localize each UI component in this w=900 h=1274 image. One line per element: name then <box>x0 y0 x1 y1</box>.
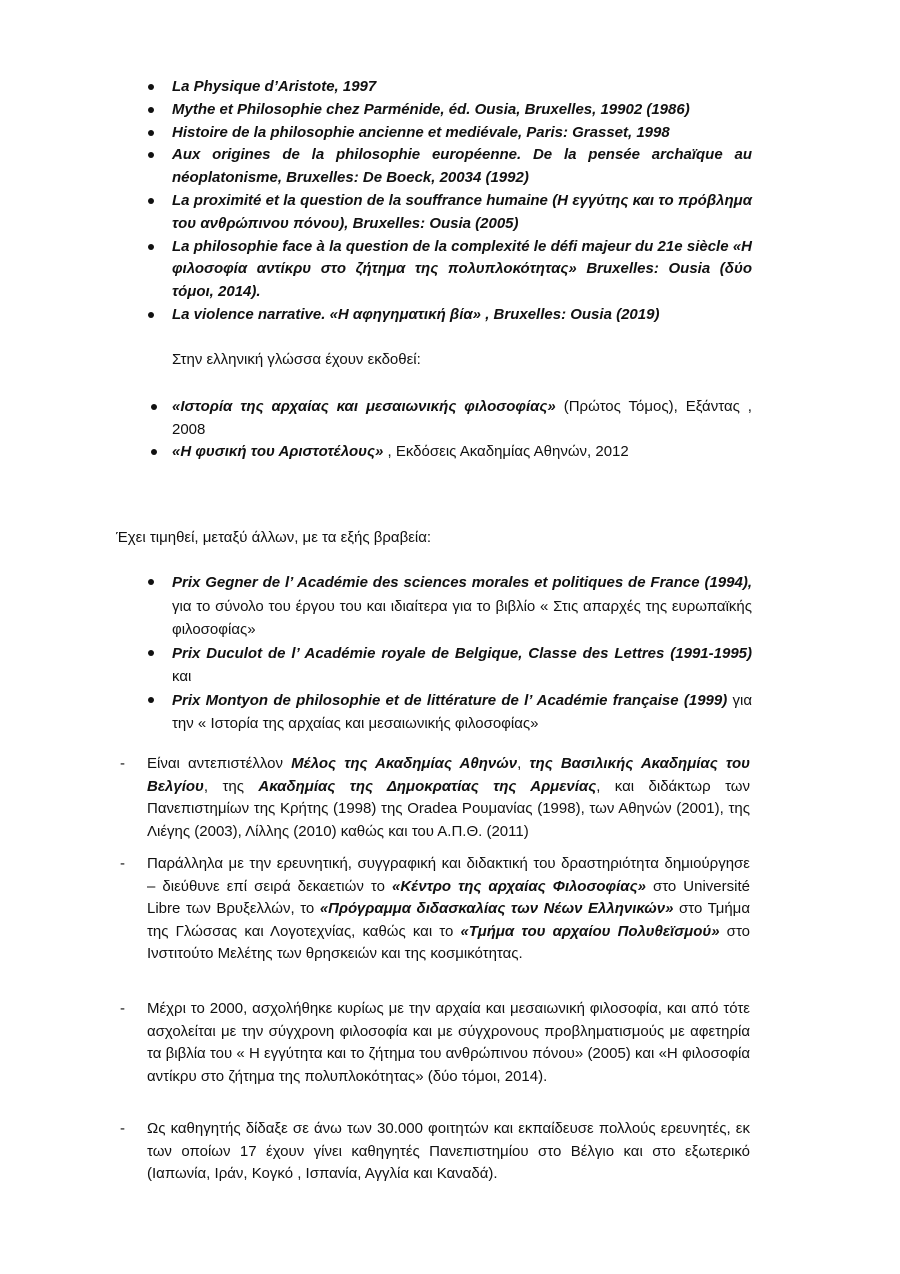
award-name: Prix Montyon de philosophie et de littérature de l’ Académie française (1999) <box>172 691 728 709</box>
bullet-icon <box>151 449 157 455</box>
list-item <box>172 441 752 464</box>
dash-marker: - <box>120 755 125 772</box>
list-item <box>172 76 752 99</box>
dash-marker: - <box>120 1120 125 1137</box>
greek-publication-title: «Η φυσική του Αριστοτέλους» <box>172 443 384 460</box>
text-segment-emphasis: «Κέντρο της αρχαίας Φιλοσοφίας» <box>392 877 646 895</box>
greek-publication-title: «Ιστορία της αρχαίας και μεσαιωνικής φιλοσοφίας» <box>172 398 556 415</box>
list-item <box>172 571 752 642</box>
publications-list <box>172 76 752 327</box>
text-segment: , και διδάκτωρ των Πανεπιστημίων της Κρήτης (1998) της Oradea Ρουμανίας (1998), των Αθηνών (2001), της Λιέγης (2003), Λίλλης (2010) καθώς και του Α.Π.Θ. (2011) <box>147 777 751 840</box>
list-item <box>172 304 752 327</box>
text-segment: , της <box>203 777 259 795</box>
bullet-icon <box>148 130 154 136</box>
text-segment: στο Τμήμα της Γλώσσας και Λογοτεχνίας, καθώς και το <box>147 900 750 940</box>
list-item <box>172 689 752 736</box>
list-item <box>172 642 752 689</box>
text-segment-emphasis: της Βασιλικής Ακαδημίας του Βελγίου <box>147 755 750 795</box>
greek-intro-text: Στην ελληνική γλώσσα έχουν εκδοθεί: <box>172 351 421 368</box>
publication-title: La philosophie face à la question de la complexité le défi majeur du 21e siècle «Η φιλοσοφία αντίκρυ στο ζήτημα της πολυπλοκότητας» Bruxelles: Ousia (δύο τόμοι, 2014). <box>172 237 752 301</box>
paragraph-teaching <box>120 1118 750 1186</box>
list-item <box>172 190 752 236</box>
award-name: Prix Gegner de l’ Académie des sciences morales et politiques de France (1994), <box>172 574 752 591</box>
award-name: Prix Duculot de l’ Académie royale de Belgique, Classe des Lettres (1991-1995) <box>172 644 752 662</box>
text-segment: στο Université Libre των Βρυξελλών, το <box>147 877 750 918</box>
bullet-icon <box>148 579 154 585</box>
greek-publication-details: (Πρώτος Τόμος), Εξάντας , 2008 <box>172 398 752 438</box>
list-item <box>172 122 752 145</box>
text-segment: στο Ινστιτούτο Μελέτης των θρησκειών και της κοσμικότητας. <box>147 922 750 963</box>
awards-intro-text: Έχει τιμηθεί, μεταξύ άλλων, με τα εξής βραβεία: <box>116 529 432 546</box>
award-details: και <box>172 668 192 685</box>
award-details: για την « Ιστορία της αρχαίας και μεσαιωνικής φιλοσοφίας» <box>172 691 752 732</box>
greek-publication-details: , Εκδόσεις Ακαδημίας Αθηνών, 2012 <box>383 443 629 460</box>
bullet-icon <box>148 152 154 158</box>
publication-title: Histoire de la philosophie ancienne et mediévale, Paris: Grasset, 1998 <box>172 123 670 141</box>
publication-title: Mythe et Philosophie chez Parménide, éd. Ousia, Bruxelles, 19902 (1986) <box>172 100 690 118</box>
publication-title: La violence narrative. «Η αφηγηματική βία» , Bruxelles: Ousia (2019) <box>172 305 660 323</box>
bullet-icon <box>148 244 154 250</box>
bullet-icon <box>148 650 154 656</box>
text-segment: Είναι αντεπιστέλλον <box>147 755 292 772</box>
bullet-icon <box>148 198 154 204</box>
bullet-icon <box>151 404 157 410</box>
dash-marker: - <box>120 1000 125 1017</box>
list-item <box>172 99 752 122</box>
text-segment: Παράλληλα με την ερευνητική, συγγραφική και διδακτική του δραστηριότητα δημιούργησε – διεύθυνε επί σειρά δεκαετιών το <box>147 855 750 895</box>
greek-publications-list <box>172 396 752 464</box>
bullet-icon <box>148 697 154 703</box>
list-item <box>172 236 752 304</box>
text-segment: Μέχρι το 2000, ασχολήθηκε κυρίως με την αρχαία και μεσαιωνική φιλοσοφία, και από τότε ασχολείται με την σύγχρονη φιλοσοφία και με σύγχρονους προβληματισμούς με αφετηρία τα βιβλία του « Η εγγύτητα και το ζήτημα του ανθρώπινου πόνου» (2005) και «Η φιλοσοφία αντίκρυ στο ζήτημα της πολυπλοκότητας» (δύο τόμοι, 2014). <box>147 1000 750 1085</box>
award-details: για το σύνολο του έργου του και ιδιαίτερα για το βιβλίο « Στις απαρχές της ευρωπαϊκής φιλοσοφίας» <box>172 597 752 638</box>
text-segment-emphasis: Μέλος της Ακαδημίας Αθηνών <box>291 755 518 772</box>
text-segment: Ως καθηγητής δίδαξε σε άνω των 30.000 φοιτητών και εκπαίδευσε πολλούς ερευνητές, εκ των οποίων 17 έχουν γίνει καθηγητές Πανεπιστημίου στο Βέλγιο και στο εξωτερικό (Ιαπωνία, Ιράν, Κογκό , Ισπανία, Αγγλία και Καναδά). <box>147 1120 750 1183</box>
list-item <box>172 144 752 190</box>
paragraph-research <box>120 998 750 1088</box>
text-segment: , <box>517 755 530 772</box>
text-segment-emphasis: «Πρόγραμμα διδασκαλίας των Νέων Ελληνικών» <box>319 900 674 918</box>
list-item <box>172 396 752 441</box>
bullet-icon <box>148 312 154 318</box>
paragraph-activities <box>120 853 750 966</box>
text-segment-emphasis: «Τμήμα του αρχαίου Πολυθεϊσμού» <box>460 922 720 940</box>
dash-marker: - <box>120 855 125 872</box>
publication-title: Aux origines de la philosophie européenne. De la pensée archaïque au néoplatonisme, Bruxelles: De Boeck, 20034 (1992) <box>172 146 752 187</box>
paragraph-memberships <box>120 753 751 843</box>
publication-title: La Physique d’Aristote, 1997 <box>172 78 377 95</box>
text-segment-emphasis: Ακαδημίας της Δημοκρατίας της Αρμενίας <box>258 777 597 795</box>
publication-title: La proximité et la question de la souffrance humaine (Η εγγύτης και το πρόβλημα του ανθρώπινου πόνου), Bruxelles: Ousia (2005) <box>172 191 752 232</box>
bullet-icon <box>148 107 154 113</box>
bullet-icon <box>148 84 154 90</box>
awards-list <box>172 571 752 736</box>
